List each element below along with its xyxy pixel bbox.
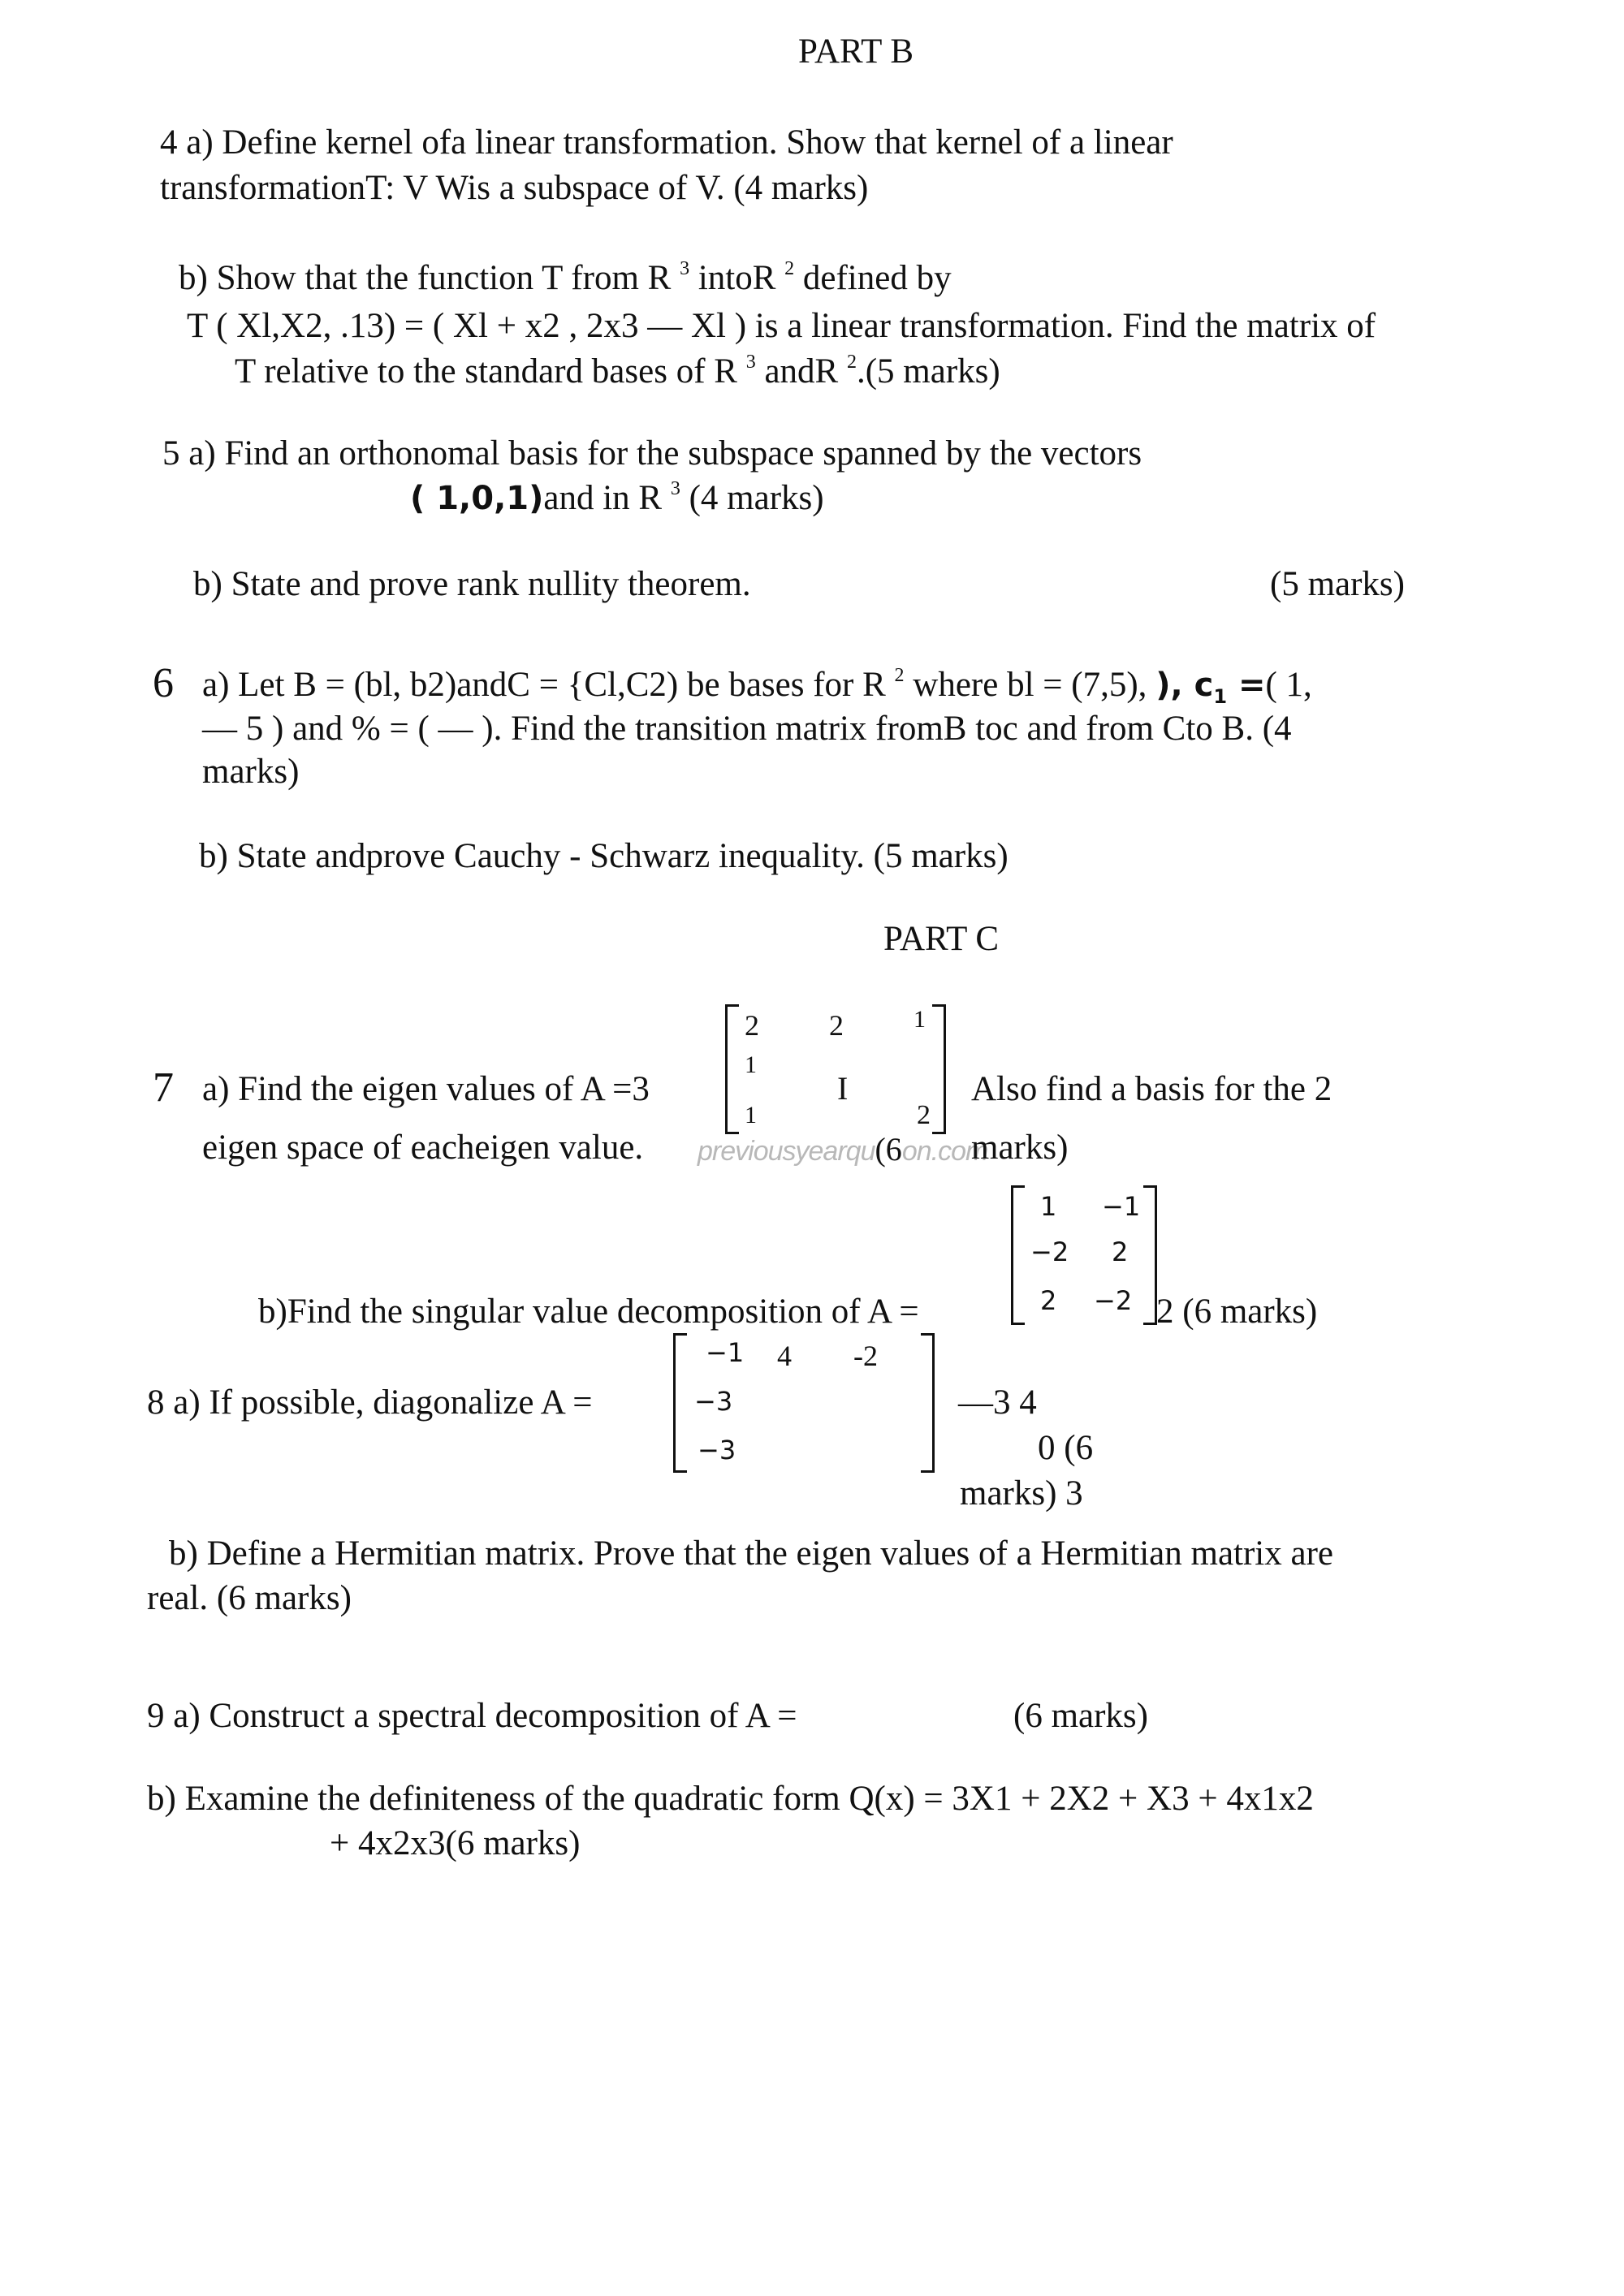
q5b-marks: (5 marks) <box>1270 565 1405 603</box>
q7-marks-fragment: (6 <box>875 1131 902 1167</box>
q4b-sup: 3 <box>745 352 756 373</box>
matrix-entry: 2 <box>917 1100 931 1130</box>
q5a-vector: ( 1,0,1) <box>410 480 544 517</box>
q8a-right-1: —3 4 <box>958 1383 1037 1422</box>
matrix-entry: −3 <box>694 1386 733 1417</box>
matrix-entry: −3 <box>698 1435 736 1465</box>
q9a-marks: (6 marks) <box>1013 1697 1148 1735</box>
q4b-line-2: T ( Xl,X2, .13) = ( Xl + x2 , 2x3 — Xl ) is a linear transformation. Find the matrix of <box>187 307 1376 345</box>
q5a-sup: 3 <box>670 478 680 499</box>
q4b-line-3 <box>235 354 1000 389</box>
q6-number: 6 <box>153 660 174 706</box>
q4b-text: andR <box>755 352 847 391</box>
matrix-entry: 2 <box>745 1009 759 1042</box>
matrix-entry: 2 <box>1040 1285 1057 1316</box>
matrix-entry: 2 <box>829 1009 844 1042</box>
part-c-heading: PART C <box>883 920 1000 958</box>
q4b-text: .(5 marks) <box>856 352 1000 391</box>
q4b-line-1 <box>179 258 952 297</box>
q6a-text: where bl = (7,5), <box>904 666 1156 704</box>
q9b-line-2: + 4x2x3(6 marks) <box>330 1824 581 1862</box>
matrix-entry: 4 <box>777 1340 792 1372</box>
q8-matrix <box>673 1333 935 1473</box>
q7-matrix <box>725 1004 946 1134</box>
q5b-text: b) State and prove rank nullity theorem. <box>193 565 751 603</box>
matrix-entry: -2 <box>853 1340 878 1372</box>
matrix-entry: −1 <box>1102 1191 1141 1222</box>
q6a-line-2: — 5 ) and % = ( — ). Find the transition matrix fromB toc and from Cto B. (4 <box>202 710 1292 748</box>
matrix-entry: −2 <box>1094 1285 1133 1316</box>
q4b-sup: 2 <box>846 352 857 373</box>
q5a-text: (4 marks) <box>680 479 824 517</box>
matrix-entry: 1 <box>914 1006 926 1033</box>
q4b-text: b) Show that the function T from R <box>179 259 680 297</box>
q8a-right-2: 0 (6 <box>1038 1429 1094 1467</box>
q6a-text: a) Let B = (bl, b2)andC = {Cl,C2) be bases for R <box>202 666 895 704</box>
q6a-text: ( 1, <box>1265 666 1312 704</box>
q8a-text: 8 a) If possible, diagonalize A = <box>147 1383 593 1422</box>
q9a-text: 9 a) Construct a spectral decomposition of A = <box>147 1697 797 1735</box>
matrix-entry: −1 <box>706 1337 745 1368</box>
q7a-line-1-right: Also find a basis for the 2 <box>971 1070 1332 1108</box>
q4b-sup: 2 <box>784 258 795 279</box>
q7-number: 7 <box>153 1064 174 1111</box>
q5a-line-2 <box>410 478 824 517</box>
q8b-line-2: real. (6 marks) <box>147 1579 352 1617</box>
matrix-entry: 1 <box>1040 1191 1057 1222</box>
q6a-c1-symbol <box>1155 667 1266 708</box>
q7b-matrix <box>1011 1185 1157 1325</box>
q7b-tail: 2 (6 marks) <box>1156 1293 1318 1331</box>
q7b-text: b)Find the singular value decomposition of A = <box>258 1293 919 1331</box>
bracket-right <box>1143 1185 1157 1325</box>
q4a-line-1: 4 a) Define kernel ofa linear transformation. Show that kernel of a linear <box>160 123 1173 162</box>
matrix-entry: −2 <box>1030 1236 1069 1267</box>
q9b-line-1: b) Examine the definiteness of the quadratic form Q(x) = 3X1 + 2X2 + X3 + 4x1x2 <box>147 1780 1314 1818</box>
q6a-line-3: marks) <box>202 753 300 791</box>
q4b-text: T relative to the standard bases of R <box>235 352 746 391</box>
bracket-left <box>1011 1185 1025 1325</box>
matrix-entry: I <box>837 1070 849 1107</box>
q6a-c1-text: ), c <box>1155 667 1214 704</box>
q7a-line-1: a) Find the eigen values of A =3 <box>202 1070 650 1108</box>
bracket-right <box>932 1004 946 1134</box>
bracket-right <box>921 1333 935 1473</box>
q6a-line-1 <box>202 667 1312 706</box>
q8a-right-3: marks) 3 <box>960 1474 1083 1513</box>
q6b-text: b) State andprove Cauchy - Schwarz inequality. (5 marks) <box>199 837 1009 875</box>
q4b-text: intoR <box>689 259 785 297</box>
q7a-line-2-right: marks) <box>971 1129 1069 1167</box>
q5a-text: and in R <box>543 479 671 517</box>
q4b-text: defined by <box>794 259 952 297</box>
q6a-c1-sub: 1 <box>1213 685 1228 708</box>
q7a-watermark-line <box>698 1132 987 1167</box>
watermark-text: previousyearqu <box>698 1136 875 1167</box>
matrix-entry: 1 <box>745 1102 757 1129</box>
q6a-sup: 2 <box>894 665 905 686</box>
bracket-left <box>673 1333 687 1473</box>
part-b-heading: PART B <box>798 32 914 71</box>
bracket-left <box>725 1004 739 1134</box>
q6a-c1-eq: = <box>1227 667 1266 704</box>
q4a-line-2: transformationT: V Wis a subspace of V. (4 marks) <box>160 169 869 207</box>
watermark-text: on.com <box>901 1136 988 1167</box>
q8b-line-1: b) Define a Hermitian matrix. Prove that the eigen values of a Hermitian matrix are <box>169 1534 1333 1573</box>
q5a-line-1: 5 a) Find an orthonomal basis for the subspace spanned by the vectors <box>162 434 1142 473</box>
matrix-entry: 2 <box>1112 1236 1129 1267</box>
q4b-sup: 3 <box>680 258 690 279</box>
q7a-line-2: eigen space of eacheigen value. <box>202 1129 644 1167</box>
matrix-entry: 1 <box>745 1051 757 1078</box>
